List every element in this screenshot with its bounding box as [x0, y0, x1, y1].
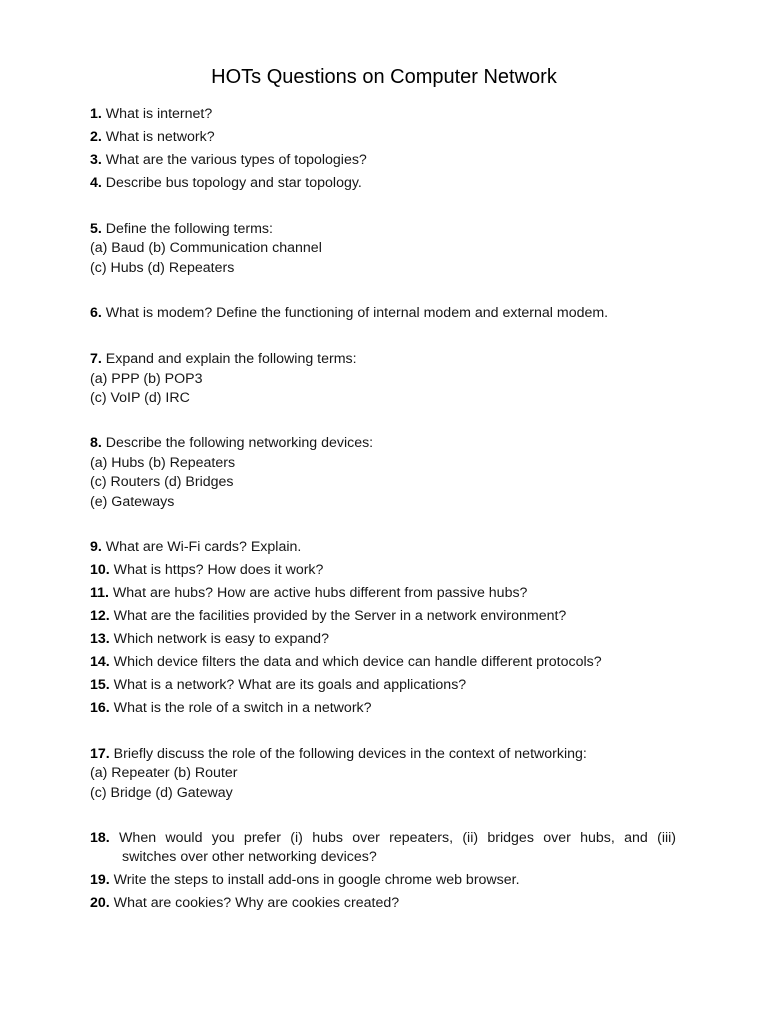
question-text: What are Wi-Fi cards? Explain.: [101, 539, 302, 555]
question-number: 8.: [90, 435, 102, 451]
question-number: 18.: [90, 830, 110, 846]
question-number: 10.: [90, 562, 110, 578]
question-19: [90, 871, 520, 890]
question-number: 20.: [90, 895, 110, 911]
question-number: 16.: [90, 700, 110, 716]
question-text: Briefly discuss the role of the following devices in the context of networking:: [109, 746, 587, 762]
question-13: [90, 630, 329, 649]
question-2: [90, 128, 215, 147]
question-number: 2.: [90, 129, 102, 145]
question-17: [90, 745, 587, 764]
question-8-option: (e) Gateways: [90, 494, 175, 510]
question-17-option: (a) Repeater (b) Router: [90, 765, 238, 781]
question-number: 12.: [90, 608, 110, 624]
question-text: Write the steps to install add-ons in google chrome web browser.: [109, 872, 520, 888]
question-4: [90, 174, 362, 193]
question-number: 5.: [90, 221, 102, 237]
question-7-option: (a) PPP (b) POP3: [90, 371, 203, 387]
question-number: 17.: [90, 746, 110, 762]
question-text: Expand and explain the following terms:: [101, 351, 357, 367]
question-number: 11.: [90, 585, 109, 601]
question-text: What are hubs? How are active hubs different from passive hubs?: [108, 585, 528, 601]
question-text: What is the role of a switch in a network?: [109, 700, 372, 716]
question-16: [90, 699, 372, 718]
question-text: What are cookies? Why are cookies created?: [109, 895, 400, 911]
question-number: 15.: [90, 677, 110, 693]
question-5-option: (a) Baud (b) Communication channel: [90, 240, 322, 256]
question-text: What is a network? What are its goals and applications?: [109, 677, 467, 693]
question-number: 3.: [90, 152, 102, 168]
question-number: 19.: [90, 872, 110, 888]
question-text: What is network?: [101, 129, 215, 145]
question-20: [90, 894, 399, 913]
question-9: [90, 538, 301, 557]
question-7-option: (c) VoIP (d) IRC: [90, 390, 190, 406]
question-text: What is internet?: [101, 106, 213, 122]
question-8-option: (c) Routers (d) Bridges: [90, 474, 234, 490]
question-text: What are the facilities provided by the Server in a network environment?: [109, 608, 567, 624]
question-number: 7.: [90, 351, 102, 367]
question-11: [90, 584, 527, 603]
question-number: 9.: [90, 539, 102, 555]
question-12: [90, 607, 566, 626]
question-17-option: (c) Bridge (d) Gateway: [90, 785, 233, 801]
question-number: 4.: [90, 175, 102, 191]
question-number: 14.: [90, 654, 110, 670]
question-7: [90, 350, 357, 369]
question-18-continuation: switches over other networking devices?: [122, 849, 377, 865]
question-1: [90, 105, 212, 124]
question-6: [90, 304, 608, 323]
question-text: Which device filters the data and which device can handle different protocols?: [109, 654, 602, 670]
question-text: Which network is easy to expand?: [109, 631, 329, 647]
question-text: When would you prefer (i) hubs over repeaters, (ii) bridges over hubs, and (iii): [109, 830, 676, 846]
question-text: What is modem? Define the functioning of internal modem and external modem.: [101, 305, 609, 321]
question-text: Define the following terms:: [101, 221, 273, 237]
question-text: Describe bus topology and star topology.: [101, 175, 362, 191]
question-5: [90, 220, 273, 239]
question-14: [90, 653, 602, 672]
question-8: [90, 434, 373, 453]
question-18: [90, 829, 676, 848]
page-title: HOTs Questions on Computer Network: [211, 66, 557, 88]
question-5-option: (c) Hubs (d) Repeaters: [90, 260, 235, 276]
question-text: What are the various types of topologies?: [101, 152, 367, 168]
question-10: [90, 561, 323, 580]
question-3: [90, 151, 367, 170]
question-number: 6.: [90, 305, 102, 321]
question-text: What is https? How does it work?: [109, 562, 324, 578]
question-text: Describe the following networking devices:: [101, 435, 374, 451]
question-number: 1.: [90, 106, 102, 122]
question-15: [90, 676, 466, 695]
question-8-option: (a) Hubs (b) Repeaters: [90, 455, 236, 471]
question-number: 13.: [90, 631, 110, 647]
